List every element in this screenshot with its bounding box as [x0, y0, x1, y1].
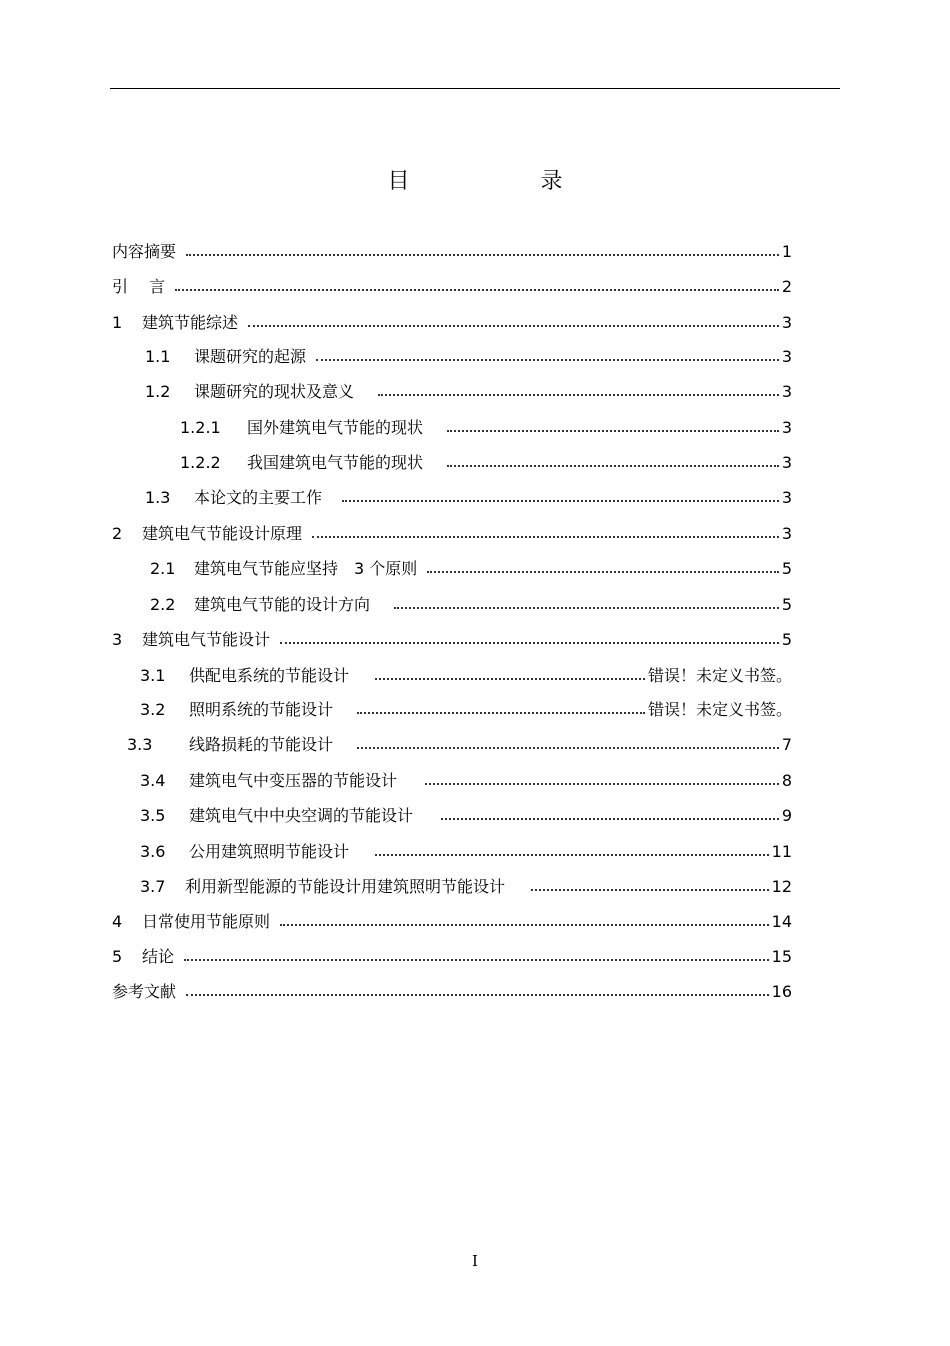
toc-entry-number: 1.1	[145, 347, 171, 366]
toc-entry-page: 12	[771, 877, 792, 896]
toc-entry-label: 内容摘要	[112, 242, 177, 261]
toc-leader-dots	[186, 994, 769, 996]
toc-entry-label: 供配电系统的节能设计	[189, 666, 350, 685]
toc-entry-number: 3.1	[140, 666, 166, 685]
toc-entry-number: 1	[112, 313, 123, 332]
toc-leader-dots	[427, 571, 779, 573]
toc-entry-number: 1.3	[145, 488, 171, 507]
toc-entry-label: 建筑节能综述	[142, 313, 239, 332]
toc-entry-number: 5	[112, 947, 123, 966]
toc-entry-page: 11	[771, 842, 792, 861]
toc-entry[interactable]	[140, 664, 792, 688]
toc-entry-label: 建筑电气节能设计原理	[142, 524, 303, 543]
toc-entry-number: 4	[112, 912, 123, 931]
toc-entry-number: 2.2	[150, 595, 176, 614]
toc-leader-dots	[357, 747, 779, 749]
toc-entry-number: 3	[112, 630, 123, 649]
toc-leader-dots	[425, 783, 779, 785]
toc-leader-dots	[394, 607, 779, 609]
toc-entry-label: 利用新型能源的节能设计用建筑照明节能设计	[185, 877, 506, 896]
toc-leader-dots	[447, 430, 779, 432]
toc-entry-number: 3.2	[140, 700, 166, 719]
toc-entry[interactable]	[127, 733, 792, 757]
toc-entry-page: 5	[781, 559, 792, 578]
toc-leader-dots	[175, 289, 779, 291]
toc-entry[interactable]	[112, 240, 792, 264]
toc-entry[interactable]	[112, 311, 792, 335]
toc-leader-dots	[375, 678, 645, 680]
toc-entry-number: 1.2	[145, 382, 171, 401]
toc-entry-number: 1.2.1	[180, 418, 221, 437]
toc-entry-number: 3.3	[127, 735, 153, 754]
toc-leader-dots	[186, 254, 779, 256]
toc-entry-label: 结论	[142, 947, 175, 966]
toc-entry-page: 3	[781, 524, 792, 543]
toc-entry-number: 2	[112, 524, 123, 543]
toc-entry-label: 公用建筑照明节能设计	[189, 842, 350, 861]
toc-leader-dots	[441, 818, 779, 820]
toc-leader-dots	[280, 924, 769, 926]
toc-entry-number: 3.7	[140, 877, 166, 896]
toc-entry-label: 建筑电气节能的设计方向	[194, 595, 371, 614]
toc-leader-dots	[342, 500, 779, 502]
toc-entry-page: 5	[781, 630, 792, 649]
toc-entry-page: 14	[771, 912, 792, 931]
toc-entry-label: 国外建筑电气节能的现状	[247, 418, 424, 437]
page-number: I	[472, 1252, 478, 1270]
toc-entry[interactable]	[140, 698, 792, 722]
toc-entry[interactable]	[150, 557, 792, 581]
toc-leader-dots	[357, 712, 645, 714]
toc-entry-label: 建筑电气节能设计	[142, 630, 271, 649]
toc-leader-dots	[316, 359, 779, 361]
toc-entry-page: 3	[781, 453, 792, 472]
toc-entry[interactable]	[140, 840, 792, 864]
toc-entry-page: 3	[781, 418, 792, 437]
toc-entry-label: 建筑电气中变压器的节能设计	[189, 771, 398, 790]
toc-entry[interactable]	[112, 910, 792, 934]
toc-leader-dots	[375, 854, 769, 856]
toc-entry-label: 引 言	[112, 277, 166, 296]
toc-entry[interactable]	[140, 804, 792, 828]
toc-title: 目 录	[387, 169, 625, 194]
toc-entry-page: 3	[781, 313, 792, 332]
toc-entry[interactable]	[112, 628, 792, 652]
toc-entry-number: 3.4	[140, 771, 166, 790]
toc-entry-number: 2.1	[150, 559, 176, 578]
toc-entry-number: 1.2.2	[180, 453, 221, 472]
toc-entry-page: 错误！未定义书签。	[647, 700, 792, 719]
toc-entry-page: 错误！未定义书签。	[647, 666, 792, 685]
toc-leader-dots	[312, 536, 779, 538]
toc-entry-page: 7	[781, 735, 792, 754]
toc-entry-label: 建筑电气中中央空调的节能设计	[189, 806, 414, 825]
toc-entry-page: 8	[781, 771, 792, 790]
toc-entry-page: 2	[781, 277, 792, 296]
toc-entry[interactable]	[140, 769, 792, 793]
toc-entry[interactable]	[112, 275, 792, 299]
toc-entry[interactable]	[145, 486, 792, 510]
toc-leader-dots	[378, 394, 779, 396]
toc-entry-number: 3.5	[140, 806, 166, 825]
toc-entry-page: 15	[771, 947, 792, 966]
toc-entry[interactable]	[140, 875, 792, 899]
toc-entry-page: 3	[781, 347, 792, 366]
toc-leader-dots	[280, 642, 779, 644]
toc-entry-page: 5	[781, 595, 792, 614]
toc-entry[interactable]	[112, 980, 792, 1004]
toc-entry-page: 1	[781, 242, 792, 261]
toc-entry-label: 日常使用节能原则	[142, 912, 271, 931]
toc-entry-page: 3	[781, 382, 792, 401]
toc-entry-label: 本论文的主要工作	[194, 488, 323, 507]
toc-entry-page: 9	[781, 806, 792, 825]
toc-entry[interactable]	[150, 593, 792, 617]
toc-entry[interactable]	[145, 380, 792, 404]
toc-entry-label: 线路损耗的节能设计	[189, 735, 334, 754]
toc-entry[interactable]	[145, 345, 792, 369]
toc-entry-label: 参考文献	[112, 982, 177, 1001]
toc-entry-page: 16	[771, 982, 792, 1001]
toc-entry-label: 课题研究的起源	[194, 347, 307, 366]
toc-entry[interactable]	[112, 945, 792, 969]
toc-entry[interactable]	[112, 522, 792, 546]
toc-entry[interactable]	[180, 451, 792, 475]
toc-entry-label: 建筑电气节能应坚持 3 个原则	[194, 559, 418, 578]
toc-leader-dots	[531, 889, 769, 891]
toc-leader-dots	[184, 959, 769, 961]
toc-entry-page: 3	[781, 488, 792, 507]
toc-entry-label: 我国建筑电气节能的现状	[247, 453, 424, 472]
toc-leader-dots	[248, 325, 779, 327]
toc-entry-label: 照明系统的节能设计	[189, 700, 334, 719]
toc-entry-number: 3.6	[140, 842, 166, 861]
toc-entry-label: 课题研究的现状及意义	[194, 382, 355, 401]
toc-leader-dots	[447, 465, 779, 467]
toc-entry[interactable]	[180, 416, 792, 440]
